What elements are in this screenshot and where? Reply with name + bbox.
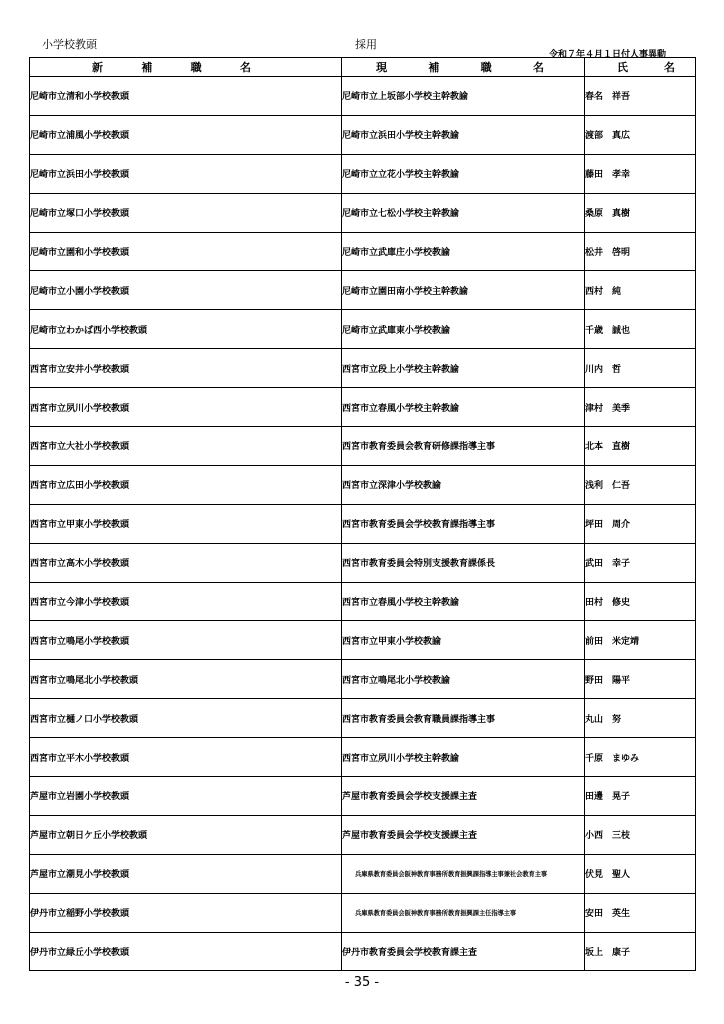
current-post-cell: 兵庫県教育委員会阪神教育事務所教育振興課主任指導主事 [342,893,585,932]
current-post-cell: 西宮市立鳴尾北小学校教諭 [342,660,585,699]
current-post-cell: 尼崎市立武庫庄小学校教諭 [342,232,585,271]
new-post-cell: 西宮市立甲東小学校教頭 [30,504,342,543]
table-row [30,427,696,466]
column-header-char: 職 [480,61,492,74]
current-post-cell: 兵庫県教育委員会阪神教育事務所教育振興課指導主事兼社会教育主事 [342,854,585,893]
column-header-char: 補 [141,61,153,74]
current-post-cell: 西宮市立春風小学校主幹教諭 [342,582,585,621]
category-label: 採用 [355,38,377,51]
new-post-cell: 芦屋市立潮見小学校教頭 [30,854,342,893]
column-header-char: 新 [92,61,103,74]
column-header-current-post [342,58,585,77]
name-cell: 千歳 誠也 [585,310,696,349]
name-cell: 渡部 真広 [585,115,696,154]
current-post-cell: 西宮市教育委員会教育研修課指導主事 [342,427,585,466]
name-cell: 伏見 聖人 [585,854,696,893]
name-cell: 春名 祥吾 [585,77,696,116]
current-post-cell: 尼崎市立七松小学校主幹教諭 [342,193,585,232]
current-post-cell: 芦屋市教育委員会学校支援課主査 [342,815,585,854]
name-cell: 北本 直樹 [585,427,696,466]
new-post-cell: 西宮市立今津小学校教頭 [30,582,342,621]
new-post-cell: 伊丹市立稲野小学校教頭 [30,893,342,932]
name-cell: 松井 啓明 [585,232,696,271]
table-row [30,232,696,271]
new-post-cell: 西宮市立高木小学校教頭 [30,543,342,582]
table-row [30,543,696,582]
new-post-cell: 西宮市立鳴尾北小学校教頭 [30,660,342,699]
current-post-cell: 尼崎市立立花小学校主幹教諭 [342,154,585,193]
table-row [30,465,696,504]
name-cell: 丸山 努 [585,699,696,738]
current-post-cell: 西宮市立段上小学校主幹教諭 [342,349,585,388]
new-post-cell: 尼崎市立園和小学校教頭 [30,232,342,271]
table-header-row [30,58,696,77]
current-post-cell: 尼崎市立浜田小学校主幹教諭 [342,115,585,154]
new-post-cell: 西宮市立安井小学校教頭 [30,349,342,388]
table-row [30,582,696,621]
table-row [30,621,696,660]
new-post-cell: 尼崎市立小園小学校教頭 [30,271,342,310]
current-post-cell: 芦屋市教育委員会学校支援課主査 [342,777,585,816]
current-post-cell: 尼崎市立園田南小学校主幹教諭 [342,271,585,310]
column-header-char: 名 [532,61,544,74]
date-note: 令和７年４月１日付人事異動 [548,50,666,60]
column-header-char: 職 [190,61,202,74]
new-post-cell: 伊丹市立緑丘小学校教頭 [30,932,342,971]
new-post-cell: 西宮市立平木小学校教頭 [30,738,342,777]
name-cell: 武田 幸子 [585,543,696,582]
table-row [30,815,696,854]
new-post-cell: 西宮市立鳴尾小学校教頭 [30,621,342,660]
name-cell: 田邊 晃子 [585,777,696,816]
name-cell: 千原 まゆみ [585,738,696,777]
name-cell: 西村 純 [585,271,696,310]
section-title: 小学校教頭 [42,38,97,51]
table-row [30,349,696,388]
name-cell: 桑原 真樹 [585,193,696,232]
current-post-cell: 尼崎市立上坂部小学校主幹教諭 [342,77,585,116]
table-row [30,699,696,738]
new-post-cell: 尼崎市立清和小学校教頭 [30,77,342,116]
new-post-cell: 西宮市立夙川小学校教頭 [30,388,342,427]
table-row [30,154,696,193]
table-row [30,777,696,816]
name-cell: 野田 陽平 [585,660,696,699]
table-row [30,893,696,932]
table-row [30,310,696,349]
table-row [30,932,696,971]
new-post-cell: 芦屋市立岩園小学校教頭 [30,777,342,816]
current-post-cell: 西宮市教育委員会教育職員課指導主事 [342,699,585,738]
column-header-char: 氏 [617,61,628,74]
column-header-char: 名 [664,61,675,74]
column-header-char: 現 [376,61,387,74]
current-post-cell: 西宮市教育委員会学校教育課指導主事 [342,504,585,543]
new-post-cell: 西宮市立広田小学校教頭 [30,465,342,504]
name-cell: 小西 三枝 [585,815,696,854]
current-post-cell: 西宮市教育委員会特別支援教育課係長 [342,543,585,582]
table-row [30,115,696,154]
current-post-cell: 伊丹市教育委員会学校教育課主査 [342,932,585,971]
current-post-cell: 西宮市立深津小学校教諭 [342,465,585,504]
current-post-cell: 西宮市立甲東小学校教諭 [342,621,585,660]
new-post-cell: 尼崎市立塚口小学校教頭 [30,193,342,232]
current-post-cell: 尼崎市立武庫東小学校教諭 [342,310,585,349]
new-post-cell: 芦屋市立朝日ケ丘小学校教頭 [30,815,342,854]
name-cell: 坂上 康子 [585,932,696,971]
personnel-table [29,57,696,971]
name-cell: 坪田 周介 [585,504,696,543]
table-row [30,738,696,777]
table-row [30,854,696,893]
table-row [30,77,696,116]
name-cell: 安田 英生 [585,893,696,932]
name-cell: 藤田 孝幸 [585,154,696,193]
name-cell: 浅利 仁吾 [585,465,696,504]
current-post-cell: 西宮市立春風小学校主幹教諭 [342,388,585,427]
table-row [30,271,696,310]
column-header-new-post [30,58,342,77]
new-post-cell: 尼崎市立浦風小学校教頭 [30,115,342,154]
new-post-cell: 西宮市立大社小学校教頭 [30,427,342,466]
current-post-cell: 西宮市立夙川小学校主幹教諭 [342,738,585,777]
column-header-char: 補 [428,61,440,74]
column-header-name [585,58,696,77]
name-cell: 前田 米定靖 [585,621,696,660]
new-post-cell: 西宮市立樋ノ口小学校教頭 [30,699,342,738]
column-header-char: 名 [239,61,251,74]
table-row [30,193,696,232]
new-post-cell: 尼崎市立浜田小学校教頭 [30,154,342,193]
name-cell: 田村 修史 [585,582,696,621]
name-cell: 津村 美季 [585,388,696,427]
table-row [30,660,696,699]
page-number: - 35 - [344,975,380,990]
table-row [30,388,696,427]
table-row [30,504,696,543]
new-post-cell: 尼崎市立わかば西小学校教頭 [30,310,342,349]
name-cell: 川内 哲 [585,349,696,388]
